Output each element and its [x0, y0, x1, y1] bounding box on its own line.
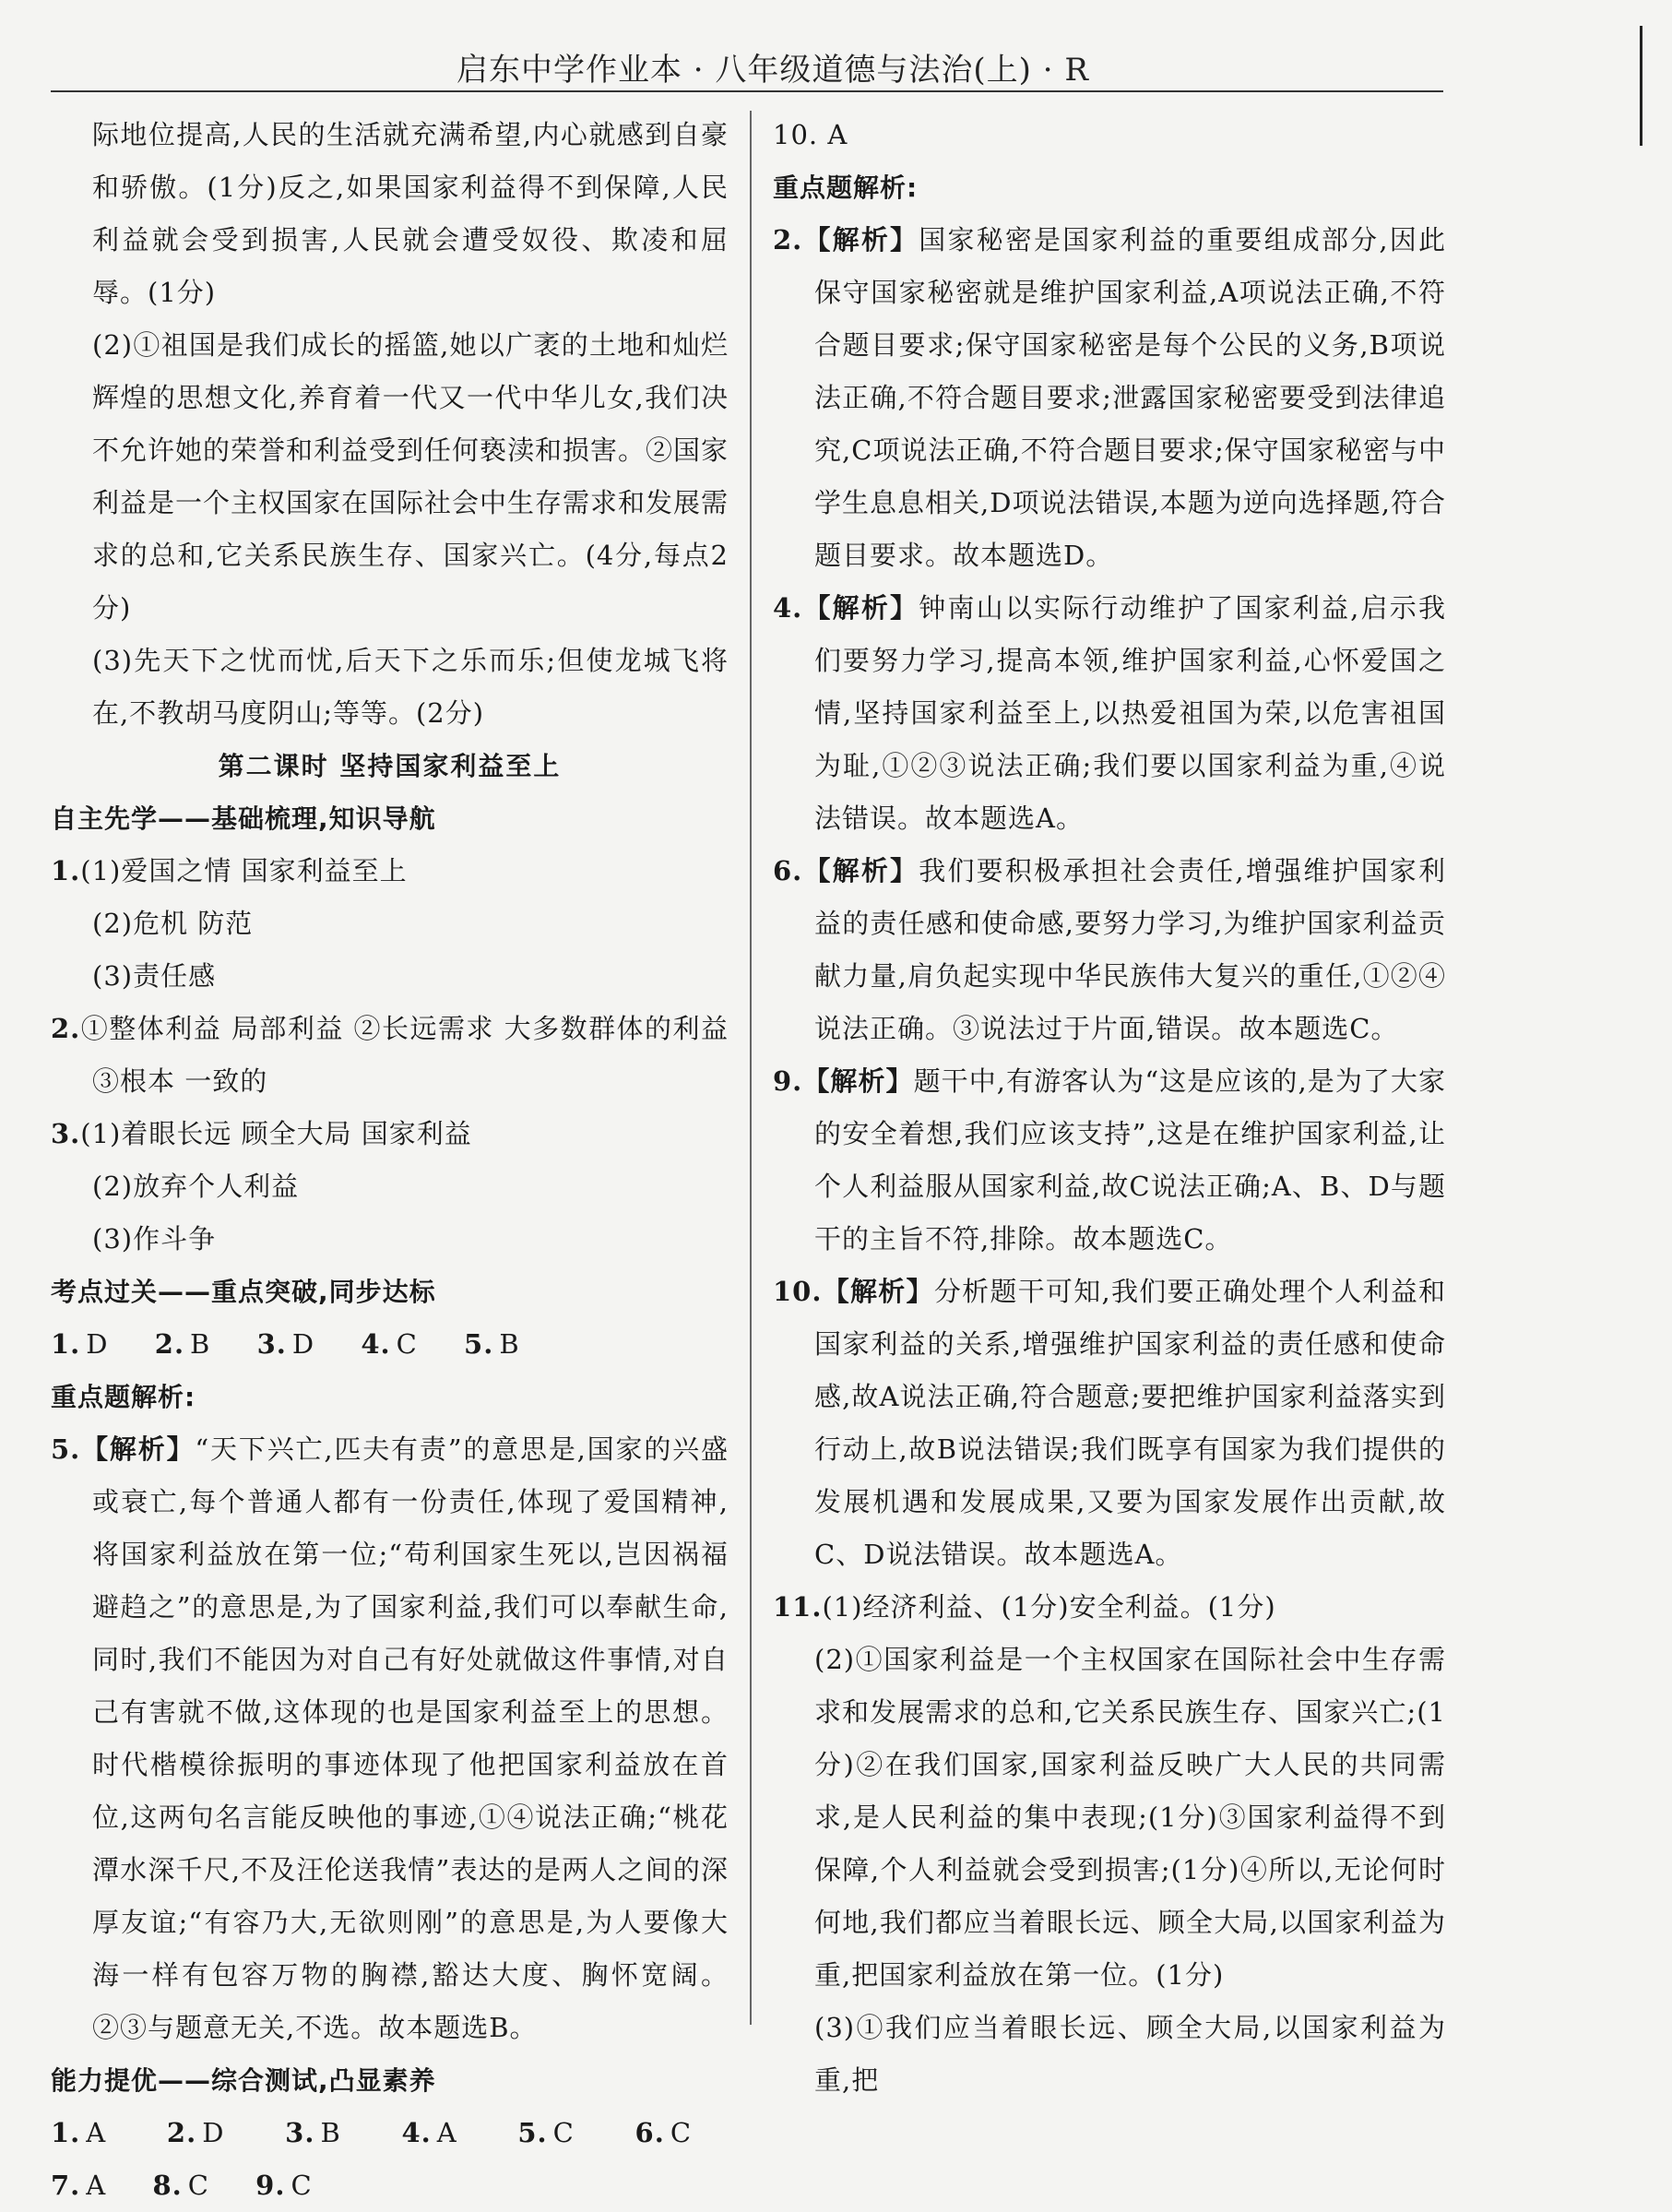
answer-item: 2. B	[154, 1328, 211, 1360]
answer-item: 5. B	[464, 1328, 520, 1360]
question-1-line-3: (3)责任感	[92, 960, 217, 992]
question-number: 4.	[773, 592, 803, 624]
section-heading-self-study: 自主先学——基础梳理,知识导航	[51, 803, 436, 834]
analysis-text: 国家秘密是国家利益的重要组成部分,因此保守国家秘密就是维护国家利益,A项说法正确,不符合题目要求;保守国家秘密是每个公民的义务,B项说法正确,不符合题目要求;泄露国家秘密要受到法律追究,C项说法正确,不符合题目要求;保守国家秘密与中学生息息相关,D项说法错误,本题为逆向选择题,符合题目要求。故本题选D。	[814, 224, 1446, 571]
question-3-line-3: (3)作斗争	[92, 1223, 217, 1255]
answer-10: 10. A	[773, 119, 848, 150]
answer-text: (1)爱国之情 国家利益至上	[80, 855, 408, 886]
page-edge-mark	[1640, 26, 1642, 146]
answer-key-row-2	[51, 2107, 729, 2212]
analysis-text: 我们要积极承担社会责任,增强维护国家利益的责任感和使命感,要努力学习,为维护国家利益贡献力量,肩负起实现中华民族伟大复兴的重任,①②④说法正确。③说法过于片面,错误。故本题选C。	[814, 855, 1446, 1044]
question-number: 5.	[51, 1433, 81, 1465]
answer-item: 4. A	[401, 2117, 457, 2148]
left-answer-part-2: (2)①祖国是我们成长的摇篮,她以广袤的土地和灿烂辉煌的思想文化,养育着一代又一代中华儿女,我们决不允许她的荣誉和利益受到任何亵渎和损害。②国家利益是一个主权国家在国际社会中生存需求和发展需求的总和,它关系民族生存、国家兴亡。(4分,每点2分)	[92, 329, 729, 624]
analysis-question-5	[51, 1423, 729, 2054]
question-11-part-1	[773, 1581, 1446, 1634]
left-column	[51, 109, 729, 2212]
analysis-question-6	[773, 845, 1446, 1055]
page-header-title: 启东中学作业本 · 八年级道德与法治(上) · R	[457, 52, 1089, 89]
section-heading-ability: 能力提优——综合测试,凸显素养	[51, 2065, 436, 2096]
analysis-text: 分析题干可知,我们要正确处理个人利益和国家利益的关系,增强维护国家利益的责任感和使命感,故A说法正确,符合题意;要把维护国家利益落实到行动上,故B说法错误;我们既享有国家为我们提供的发展机遇和发展成果,又要为国家发展作出贡献,故C、D说法错误。故本题选A。	[814, 1276, 1446, 1570]
right-column	[773, 109, 1446, 2107]
answer-item: 7. A	[51, 2170, 107, 2201]
answer-text: (1)着眼长远 顾全大局 国家利益	[80, 1118, 472, 1149]
header-divider	[51, 90, 1443, 92]
analysis-question-9	[773, 1055, 1446, 1266]
analysis-tag: 【解析】	[802, 855, 919, 886]
answer-item: 9. C	[255, 2170, 313, 2201]
question-number: 10.	[773, 1276, 823, 1307]
answer-item: 1. D	[51, 1328, 109, 1360]
analysis-text: “天下兴亡,匹夫有责”的意思是,国家的兴盛或衰亡,每个普通人都有一份责任,体现了爱国精神,将国家利益放在第一位;“苟利国家生死以,岂因祸福避趋之”的意思是,为了国家利益,我们可以奉献生命,同时,我们不能因为对自己有好处就做这件事情,对自己有害就不做,这体现的也是国家利益至上的思想。时代楷模徐振明的事迹体现了他把国家利益放在首位,这两句名言能反映他的事迹,①④说法正确;“桃花潭水深千尺,不及汪伦送我情”表达的是两人之间的深厚友谊;“有容乃大,无欲则刚”的意思是,为人要像大海一样有包容万物的胸襟,豁达大度、胸怀宽阔。②③与题意无关,不选。故本题选B。	[92, 1433, 729, 2043]
left-answer-part-3: (3)先天下之忧而忧,后天下之乐而乐;但使龙城飞将在,不教胡马度阴山;等等。(2分)	[92, 645, 729, 729]
answer-item: 8. C	[152, 2170, 209, 2201]
key-analysis-heading-right: 重点题解析:	[773, 172, 919, 203]
answer-item: 4. C	[361, 1328, 418, 1360]
column-divider	[750, 111, 752, 2025]
answer-text: (1)经济利益、(1分)安全利益。(1分)	[822, 1591, 1276, 1623]
question-11-part-3: (3)①我们应当着眼长远、顾全大局,以国家利益为重,把	[814, 2012, 1446, 2096]
lesson-title: 第二课时 坚持国家利益至上	[218, 751, 562, 781]
question-1-line-1	[51, 845, 729, 898]
question-1-line-2: (2)危机 防范	[92, 908, 254, 939]
answer-item: 5. C	[517, 2117, 575, 2148]
section-heading-checkpoint: 考点过关——重点突破,同步达标	[51, 1277, 436, 1307]
question-3-line-1	[51, 1108, 729, 1160]
question-number: 2.	[773, 224, 803, 256]
question-number: 1.	[51, 855, 81, 886]
analysis-tag: 【解析】	[802, 224, 919, 256]
question-number: 6.	[773, 855, 803, 886]
analysis-tag: 【解析】	[802, 592, 919, 624]
answer-item: 6. C	[634, 2117, 693, 2148]
question-3-line-2: (2)放弃个人利益	[92, 1171, 300, 1202]
answer-key-row-1	[51, 1318, 729, 1371]
answer-item: 1. A	[51, 2117, 107, 2148]
question-number: 3.	[51, 1118, 81, 1149]
analysis-tag: 【解析】	[822, 1276, 934, 1307]
analysis-tag: 【解析】	[802, 1065, 914, 1097]
analysis-tag: 【解析】	[80, 1433, 196, 1465]
analysis-question-4	[773, 582, 1446, 845]
analysis-question-10	[773, 1266, 1446, 1581]
analysis-text: 钟南山以实际行动维护了国家利益,启示我们要努力学习,提高本领,维护国家利益,心怀爱国之情,坚持国家利益至上,以热爱祖国为荣,以危害祖国为耻,①②③说法正确;我们要以国家利益为重,④说法错误。故本题选A。	[814, 592, 1446, 834]
key-analysis-heading: 重点题解析:	[51, 1382, 196, 1412]
answer-item: 3. D	[256, 1328, 315, 1360]
answer-item: 2. D	[166, 2117, 225, 2148]
analysis-text: 题干中,有游客认为“这是应该的,是为了大家的安全着想,我们应该支持”,这是在维护国家利益,让个人利益服从国家利益,故C说法正确;A、B、D与题干的主旨不符,排除。故本题选C。	[814, 1065, 1446, 1255]
question-2	[51, 1003, 729, 1108]
left-continued-paragraph: 际地位提高,人民的生活就充满希望,内心就感到自豪和骄傲。(1分)反之,如果国家利益得不到保障,人民利益就会受到损害,人民就会遭受奴役、欺凌和屈辱。(1分)	[92, 119, 729, 308]
question-number: 11.	[773, 1591, 823, 1623]
question-number: 9.	[773, 1065, 803, 1097]
answer-item: 3. B	[285, 2117, 341, 2148]
question-11-part-2: (2)①国家利益是一个主权国家在国际社会中生存需求和发展需求的总和,它关系民族生存、国家兴亡;(1分)②在我们国家,国家利益反映广大人民的共同需求,是人民利益的集中表现;(1分)③国家利益得不到保障,个人利益就会受到损害;(1分)④所以,无论何时何地,我们都应当着眼长远、顾全大局,以国家利益为重,把国家利益放在第一位。(1分)	[814, 1644, 1446, 1991]
answer-text: ①整体利益 局部利益 ②长远需求 大多数群体的利益 ③根本 一致的	[80, 1013, 729, 1097]
analysis-question-2	[773, 214, 1446, 582]
question-number: 2.	[51, 1013, 81, 1044]
